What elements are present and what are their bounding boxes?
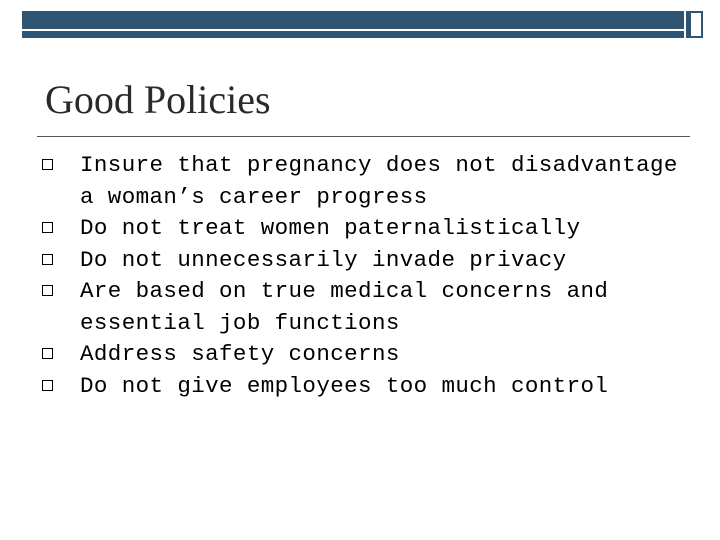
header-banner-stripe	[22, 31, 684, 38]
bullet-item	[42, 371, 682, 403]
bullet-item	[42, 150, 682, 213]
bullet-text: Do not treat women paternalistically	[80, 215, 581, 241]
hollow-square-icon	[42, 285, 53, 296]
header-corner-box	[689, 11, 703, 38]
hollow-square-icon	[42, 254, 53, 265]
bullet-text: Insure that pregnancy does not disadvantage a woman’s career progress	[80, 152, 678, 210]
bullet-item	[42, 276, 682, 339]
bullet-text: Do not give employees too much control	[80, 372, 609, 399]
bullet-item	[42, 245, 682, 277]
hollow-square-icon	[42, 380, 53, 391]
bullet-item	[42, 213, 682, 245]
hollow-square-icon	[42, 348, 53, 359]
header-banner	[22, 11, 684, 31]
hollow-square-icon	[42, 222, 53, 233]
bullet-text: Are based on true medical concerns and essential job functions	[80, 278, 609, 336]
bullet-text: Do not unnecessarily invade privacy	[80, 246, 567, 273]
slide-title: Good Policies	[45, 77, 271, 122]
bullet-item	[42, 339, 682, 371]
bullet-text: Address safety concerns	[80, 341, 400, 367]
hollow-square-icon	[42, 159, 53, 170]
bullet-list	[42, 150, 682, 402]
title-divider	[37, 136, 690, 137]
